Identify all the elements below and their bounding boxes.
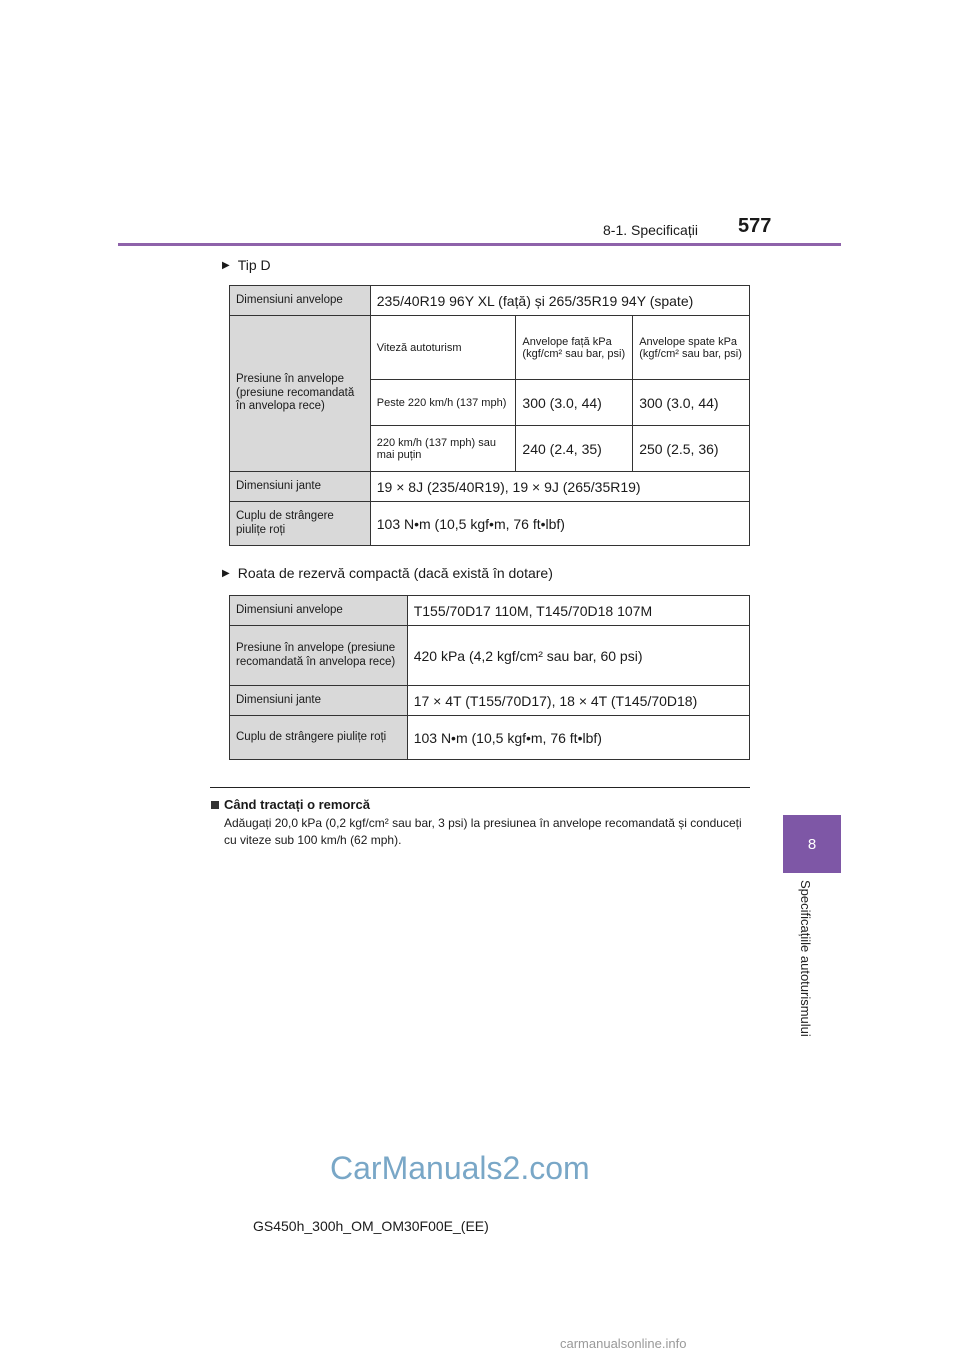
speed-cell: 220 km/h (137 mph) sau mai puțin [370, 426, 516, 472]
triangle-bullet-icon: ▶ [222, 567, 230, 579]
torque-label: Cuplu de strângere piulițe roți [230, 502, 371, 546]
towing-text: Adăugați 20,0 kPa (0,2 kgf/cm² sau bar, 3 psi) la presiunea în anvelope recomandată și conduceți cu viteze sub 100 km/h (62 mph). [224, 816, 742, 848]
watermark-logo: CarManuals2.com [330, 1150, 590, 1186]
watermark-text: carmanualsonline.info [560, 1336, 687, 1351]
torque-value: 103 N•m (10,5 kgf•m, 76 ft•lbf) [370, 502, 749, 546]
table-row [230, 716, 750, 760]
spare-heading [222, 565, 553, 581]
towing-title [211, 797, 370, 812]
spare-tire-size-value: T155/70D17 110M, T145/70D18 107M [407, 596, 749, 626]
tire-spec-table-d [229, 285, 750, 546]
spare-torque-label: Cuplu de strângere piulițe roți [230, 716, 408, 760]
speed-cell: Peste 220 km/h (137 mph) [370, 380, 516, 426]
rear-column-header: Anvelope spate kPa (kgf/cm² sau bar, psi) [633, 316, 750, 380]
front-column-header: Anvelope față kPa (kgf/cm² sau bar, psi) [516, 316, 633, 380]
towing-title-text: Când tractați o remorcă [224, 797, 370, 812]
front-pressure-cell: 300 (3.0, 44) [516, 380, 633, 426]
speed-column-header: Viteză autoturism [370, 316, 516, 380]
spare-pressure-value: 420 kPa (4,2 kgf/cm² sau bar, 60 psi) [407, 626, 749, 686]
rear-pressure-cell: 300 (3.0, 44) [633, 380, 750, 426]
spare-rim-label: Dimensiuni jante [230, 686, 408, 716]
chapter-title: Specificațiile autoturismului [798, 880, 813, 1037]
section-title: 8-1. Specificații [603, 222, 698, 238]
chapter-tab [783, 815, 841, 873]
table-row [230, 316, 750, 380]
table-row [230, 286, 750, 316]
spare-rim-value: 17 × 4T (T155/70D17), 18 × 4T (T145/70D18) [407, 686, 749, 716]
rim-size-label: Dimensiuni jante [230, 472, 371, 502]
table-row [230, 472, 750, 502]
header-divider [118, 243, 841, 246]
table-row [230, 596, 750, 626]
rim-size-value: 19 × 8J (235/40R19), 19 × 9J (265/35R19) [370, 472, 749, 502]
pressure-label: Presiune în anvelope (presiune recomandată în anvelopa rece) [230, 316, 371, 472]
spare-tire-size-label: Dimensiuni anvelope [230, 596, 408, 626]
section-divider [210, 787, 750, 788]
front-pressure-cell: 240 (2.4, 35) [516, 426, 633, 472]
triangle-bullet-icon: ▶ [222, 259, 230, 271]
tire-size-label: Dimensiuni anvelope [230, 286, 371, 316]
table-row [230, 502, 750, 546]
table-row [230, 686, 750, 716]
page-number: 577 [738, 215, 772, 237]
table-row [230, 626, 750, 686]
spare-pressure-label: Presiune în anvelope (presiune recomandată în anvelopa rece) [230, 626, 408, 686]
square-bullet-icon [211, 801, 219, 809]
rear-pressure-cell: 250 (2.5, 36) [633, 426, 750, 472]
spare-spec-table [229, 595, 750, 760]
spare-heading-text: Roata de rezervă compactă (dacă există în dotare) [237, 565, 553, 581]
spare-torque-value: 103 N•m (10,5 kgf•m, 76 ft•lbf) [407, 716, 749, 760]
section-d-heading [222, 257, 271, 273]
section-d-heading-text: Tip D [237, 257, 271, 273]
footer-code: GS450h_300h_OM_OM30F00E_(EE) [253, 1218, 489, 1234]
tire-size-value: 235/40R19 96Y XL (față) și 265/35R19 94Y (spate) [370, 286, 749, 316]
chapter-number: 8 [807, 835, 817, 853]
